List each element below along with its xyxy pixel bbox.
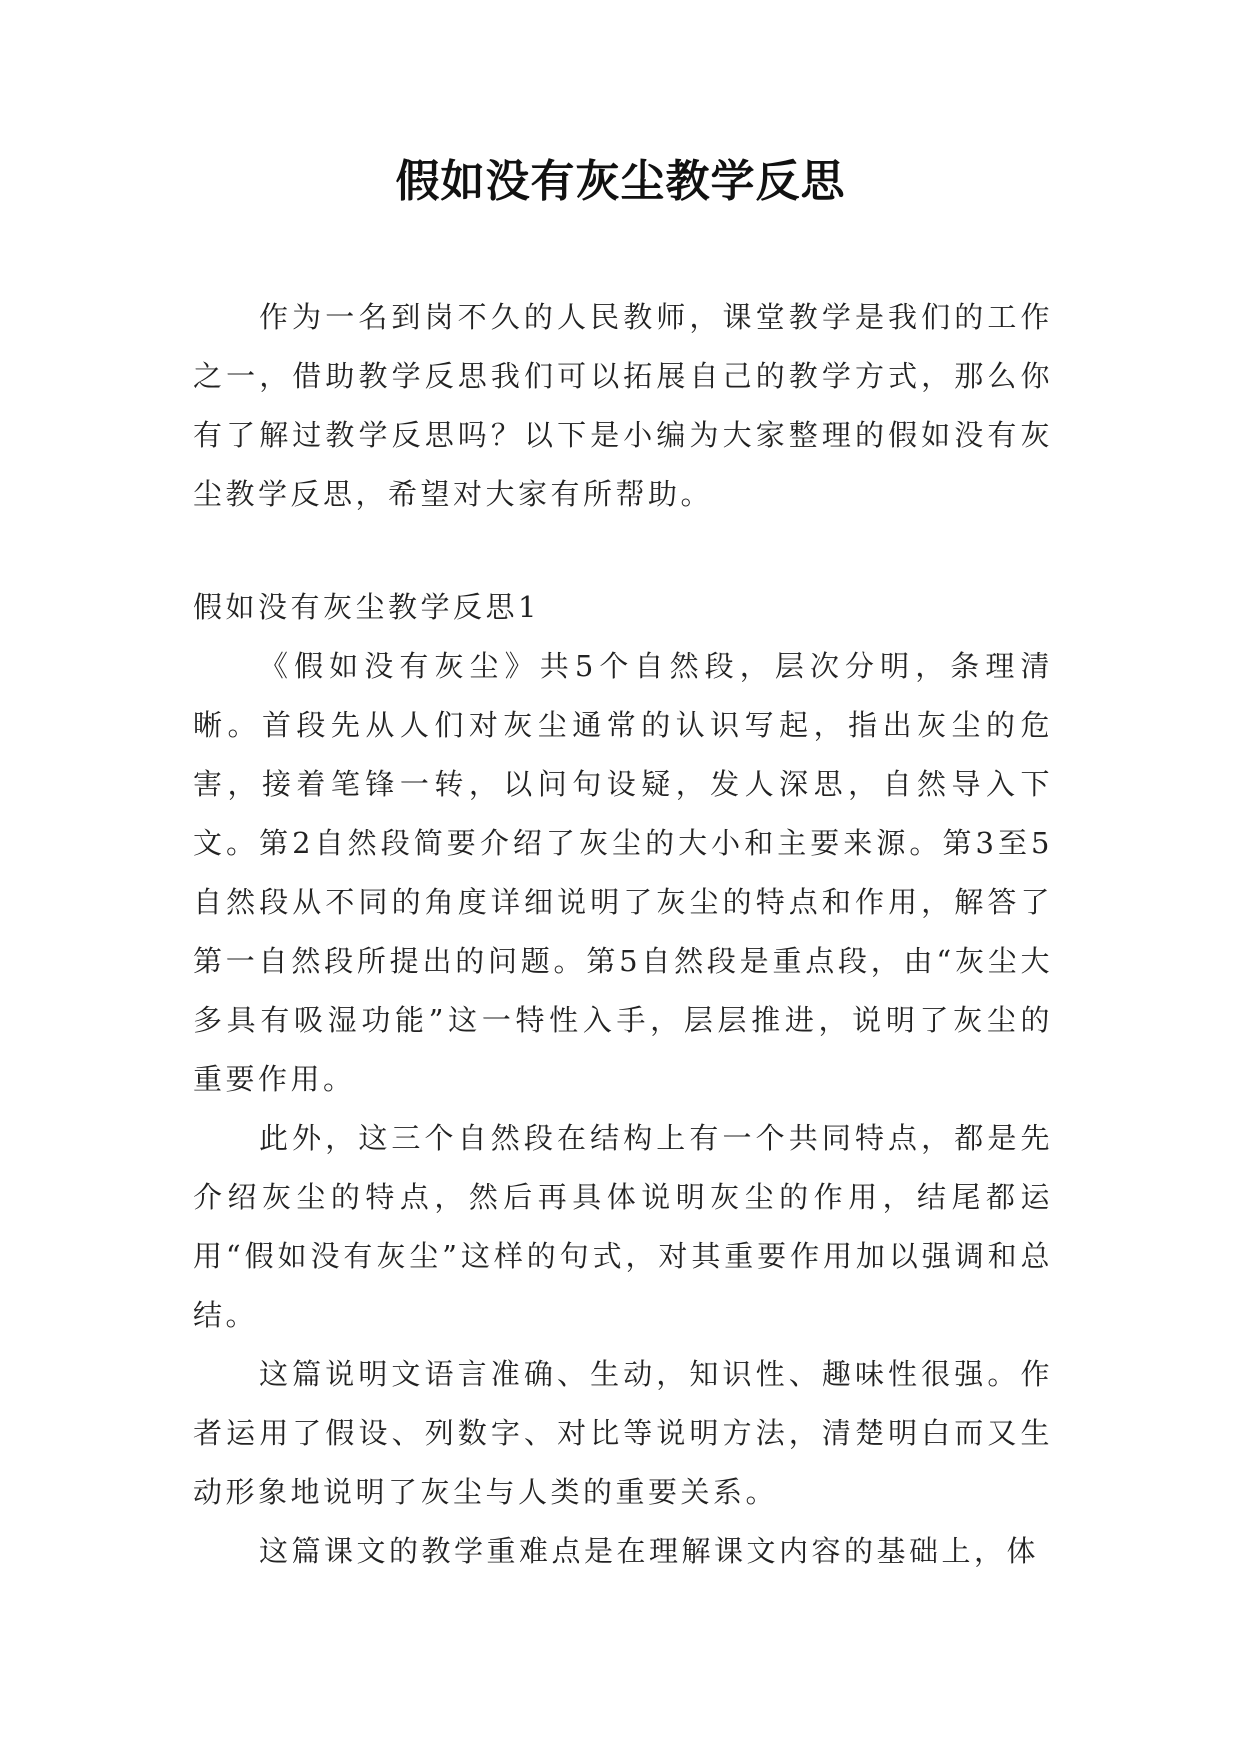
- paragraph-3: 这篇说明文语言准确、生动，知识性、趣味性很强。作者运用了假设、列数字、对比等说明方法，清楚明白而又生动形象地说明了灰尘与人类的重要关系。: [193, 1357, 1053, 1509]
- section-1: [193, 578, 1053, 1581]
- intro-paragraph: 作为一名到岗不久的人民教师，课堂教学是我们的工作之一，借助教学反思我们可以拓展自己的教学方式，那么你有了解过教学反思吗？以下是小编为大家整理的假如没有灰尘教学反思，希望对大家有所帮助。: [193, 300, 1053, 511]
- paragraph-1: 《假如没有灰尘》共5个自然段，层次分明，条理清晰。首段先从人们对灰尘通常的认识写起，指出灰尘的危害，接着笔锋一转，以问句设疑，发人深思，自然导入下文。第2自然段简要介绍了灰尘的大小和主要来源。第3至5自然段从不同的角度详细说明了灰尘的特点和作用，解答了第一自然段所提出的问题。第5自然段是重点段，由“灰尘大多具有吸湿功能”这一特性入手，层层推进，说明了灰尘的重要作用。: [193, 649, 1053, 1096]
- document-title: 假如没有灰尘教学反思: [395, 156, 846, 207]
- section-heading: 假如没有灰尘教学反思1: [193, 590, 540, 624]
- paragraph-2: 此外，这三个自然段在结构上有一个共同特点，都是先介绍灰尘的特点，然后再具体说明灰尘的作用，结尾都运用“假如没有灰尘”这样的句式，对其重要作用加以强调和总结。: [193, 1121, 1053, 1332]
- paragraph-4: 这篇课文的教学重难点是在理解课文内容的基础上，体: [259, 1534, 1040, 1568]
